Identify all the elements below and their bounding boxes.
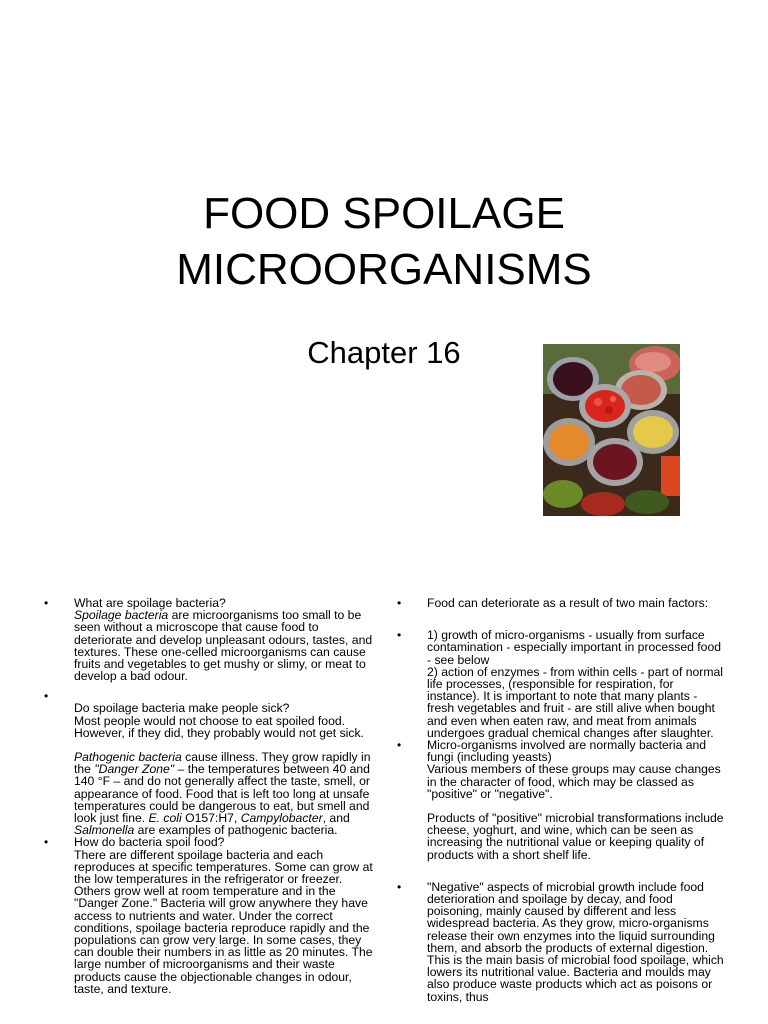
list-item bbox=[44, 597, 376, 682]
item-text: are microorganisms too small to be seen without a microscope that cause food to deteriorate and develop unpleasant odours, tastes, and textures. These one-celled microorganisms can cause fruits and vegetables to get mushy or slimy, or meat to develop a bad odour. bbox=[74, 608, 373, 684]
item-body: Micro-organisms involved are normally bacteria and fungi (including yeasts) bbox=[427, 738, 707, 765]
title-line-2: MICROORGANISMS bbox=[176, 245, 592, 294]
bullet-icon: • bbox=[397, 879, 402, 894]
item-emphasis: Salmonella bbox=[74, 823, 135, 838]
item-body: 1) growth of micro-organisms - usually from surface contamination - especially important in processed food - see below bbox=[427, 628, 722, 667]
bullet-icon: • bbox=[44, 835, 49, 850]
item-body: Various members of these groups may cause changes in the character of food, which may be classed as "positive" or "negative". bbox=[427, 762, 721, 801]
left-column bbox=[44, 597, 376, 995]
item-emphasis: E. coli bbox=[148, 811, 182, 826]
list-item bbox=[397, 629, 727, 739]
item-body: Products of "positive" microbial transformations include cheese, yoghurt, and wine, which can be seen as increasing the nutritional value or keeping quality of products with a short shelf life. bbox=[427, 811, 724, 862]
bullet-icon: • bbox=[44, 689, 49, 704]
item-text: , and bbox=[322, 811, 350, 826]
bullet-icon: • bbox=[44, 596, 49, 610]
title-line-1: FOOD SPOILAGE bbox=[203, 189, 565, 238]
item-body: 2) action of enzymes - from within cells - part of normal life processes, (responsible for respiration, for instance). It is important to note that many plants - fresh vegetables and fruit - are still alive when bought and even when eaten raw, and meat from animals undergoes gradual chemical changes after slaughter. bbox=[427, 664, 723, 740]
item-text: cause illness. They grow rapidly in the bbox=[74, 750, 371, 777]
item-emphasis: Campylobacter bbox=[240, 811, 323, 826]
item-text: O157:H7, bbox=[181, 811, 241, 826]
item-body: "Negative" aspects of microbial growth include food deterioration and spoilage by decay, and food poisoning, mainly caused by different and less widespread bacteria. As they grow, micro-organisms release their own enzymes into the liquid surrounding them, and absorb the products of external digestion. This is the main basis of microbial food spoilage, which lowers its nutritional value. Bacteria and moulds may also produce waste products which act as poisons or toxins, thus bbox=[427, 879, 724, 1004]
item-body: Most people would not choose to eat spoiled food. However, if they did, they probably would not get sick. bbox=[74, 713, 364, 740]
bullet-icon: • bbox=[397, 628, 402, 643]
list-item bbox=[44, 690, 376, 836]
item-body bbox=[74, 751, 376, 836]
slide-subtitle: Chapter 16 bbox=[307, 335, 461, 370]
bullet-icon: • bbox=[397, 596, 402, 610]
item-emphasis: Pathogenic bacteria bbox=[74, 750, 182, 765]
item-text: are examples of pathogenic bacteria. bbox=[134, 823, 338, 838]
item-emphasis: Spoilage bacteria bbox=[74, 608, 169, 623]
item-heading: What are spoilage bacteria? bbox=[74, 596, 226, 610]
bullet-icon: • bbox=[397, 738, 402, 753]
item-text: – the temperatures between 40 and 140 °F – and do not generally affect the taste, smell, or appearance of food. Food that is left too long at unsafe temperatures could be dangerous to eat, but smell and look just fine. bbox=[74, 762, 370, 826]
item-heading: How do bacteria spoil food? bbox=[74, 835, 225, 850]
right-column bbox=[397, 597, 727, 1003]
food-photo bbox=[543, 344, 680, 516]
list-item bbox=[397, 597, 727, 609]
list-item bbox=[397, 881, 727, 1003]
item-emphasis: "Danger Zone" bbox=[94, 762, 175, 777]
list-item bbox=[397, 739, 727, 861]
list-item bbox=[44, 836, 376, 995]
item-body bbox=[74, 609, 376, 682]
item-body: Food can deteriorate as a result of two main factors: bbox=[427, 596, 709, 610]
item-body: There are different spoilage bacteria and each reproduces at specific temperatures. Some can grow at the low temperatures in the refrigerator or freezer. Others grow well at room temperature and in the "Danger Zone." Bacteria will grow anywhere they have access to nutrients and water. Under the correct conditions, spoilage bacteria reproduce rapidly and the populations can grow very large. In some cases, they can double their numbers in as little as 20 minutes. The large number of microorganisms and their waste products cause the objectionable changes in odour, taste, and texture. bbox=[74, 847, 373, 996]
item-heading: Do spoilage bacteria make people sick? bbox=[74, 701, 290, 716]
slide-title bbox=[0, 186, 768, 298]
